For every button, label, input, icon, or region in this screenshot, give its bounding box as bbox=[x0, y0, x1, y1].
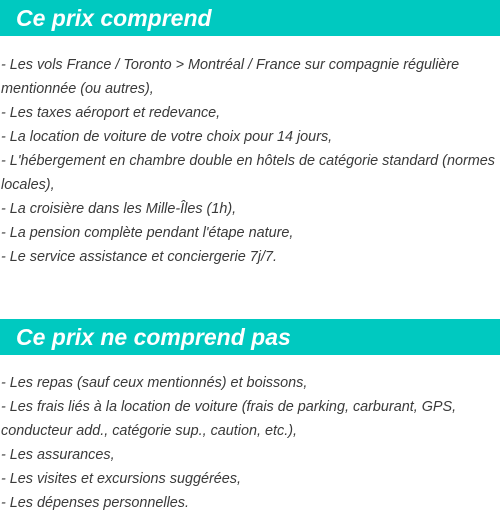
excluded-section bbox=[0, 319, 500, 515]
included-item: - Le service assistance et conciergerie 7j/7. bbox=[1, 249, 277, 265]
included-item: - L'hébergement en chambre double en hôtels de catégorie standard (normes locales), bbox=[1, 153, 495, 193]
excluded-item: - Les frais liés à la location de voiture (frais de parking, carburant, GPS, conducteur add., catégorie sup., caution, etc.), bbox=[1, 399, 457, 439]
included-heading: Ce prix comprend bbox=[0, 0, 500, 36]
included-item: - La pension complète pendant l'étape nature, bbox=[1, 225, 294, 241]
included-item: - La croisière dans les Mille-Îles (1h), bbox=[1, 201, 237, 217]
excluded-list bbox=[0, 371, 500, 515]
excluded-item: - Les repas (sauf ceux mentionnés) et boissons, bbox=[1, 375, 308, 391]
excluded-item: - Les visites et excursions suggérées, bbox=[1, 471, 241, 487]
excluded-item: - Les dépenses personnelles. bbox=[1, 495, 189, 511]
excluded-heading: Ce prix ne comprend pas bbox=[0, 319, 500, 355]
excluded-item: - Les assurances, bbox=[1, 447, 115, 463]
included-item: - Les vols France / Toronto > Montréal / France sur compagnie régulière mentionnée (ou autres), bbox=[1, 57, 460, 97]
included-list bbox=[0, 53, 500, 269]
included-item: - La location de voiture de votre choix pour 14 jours, bbox=[1, 129, 333, 145]
included-item: - Les taxes aéroport et redevance, bbox=[1, 105, 221, 121]
